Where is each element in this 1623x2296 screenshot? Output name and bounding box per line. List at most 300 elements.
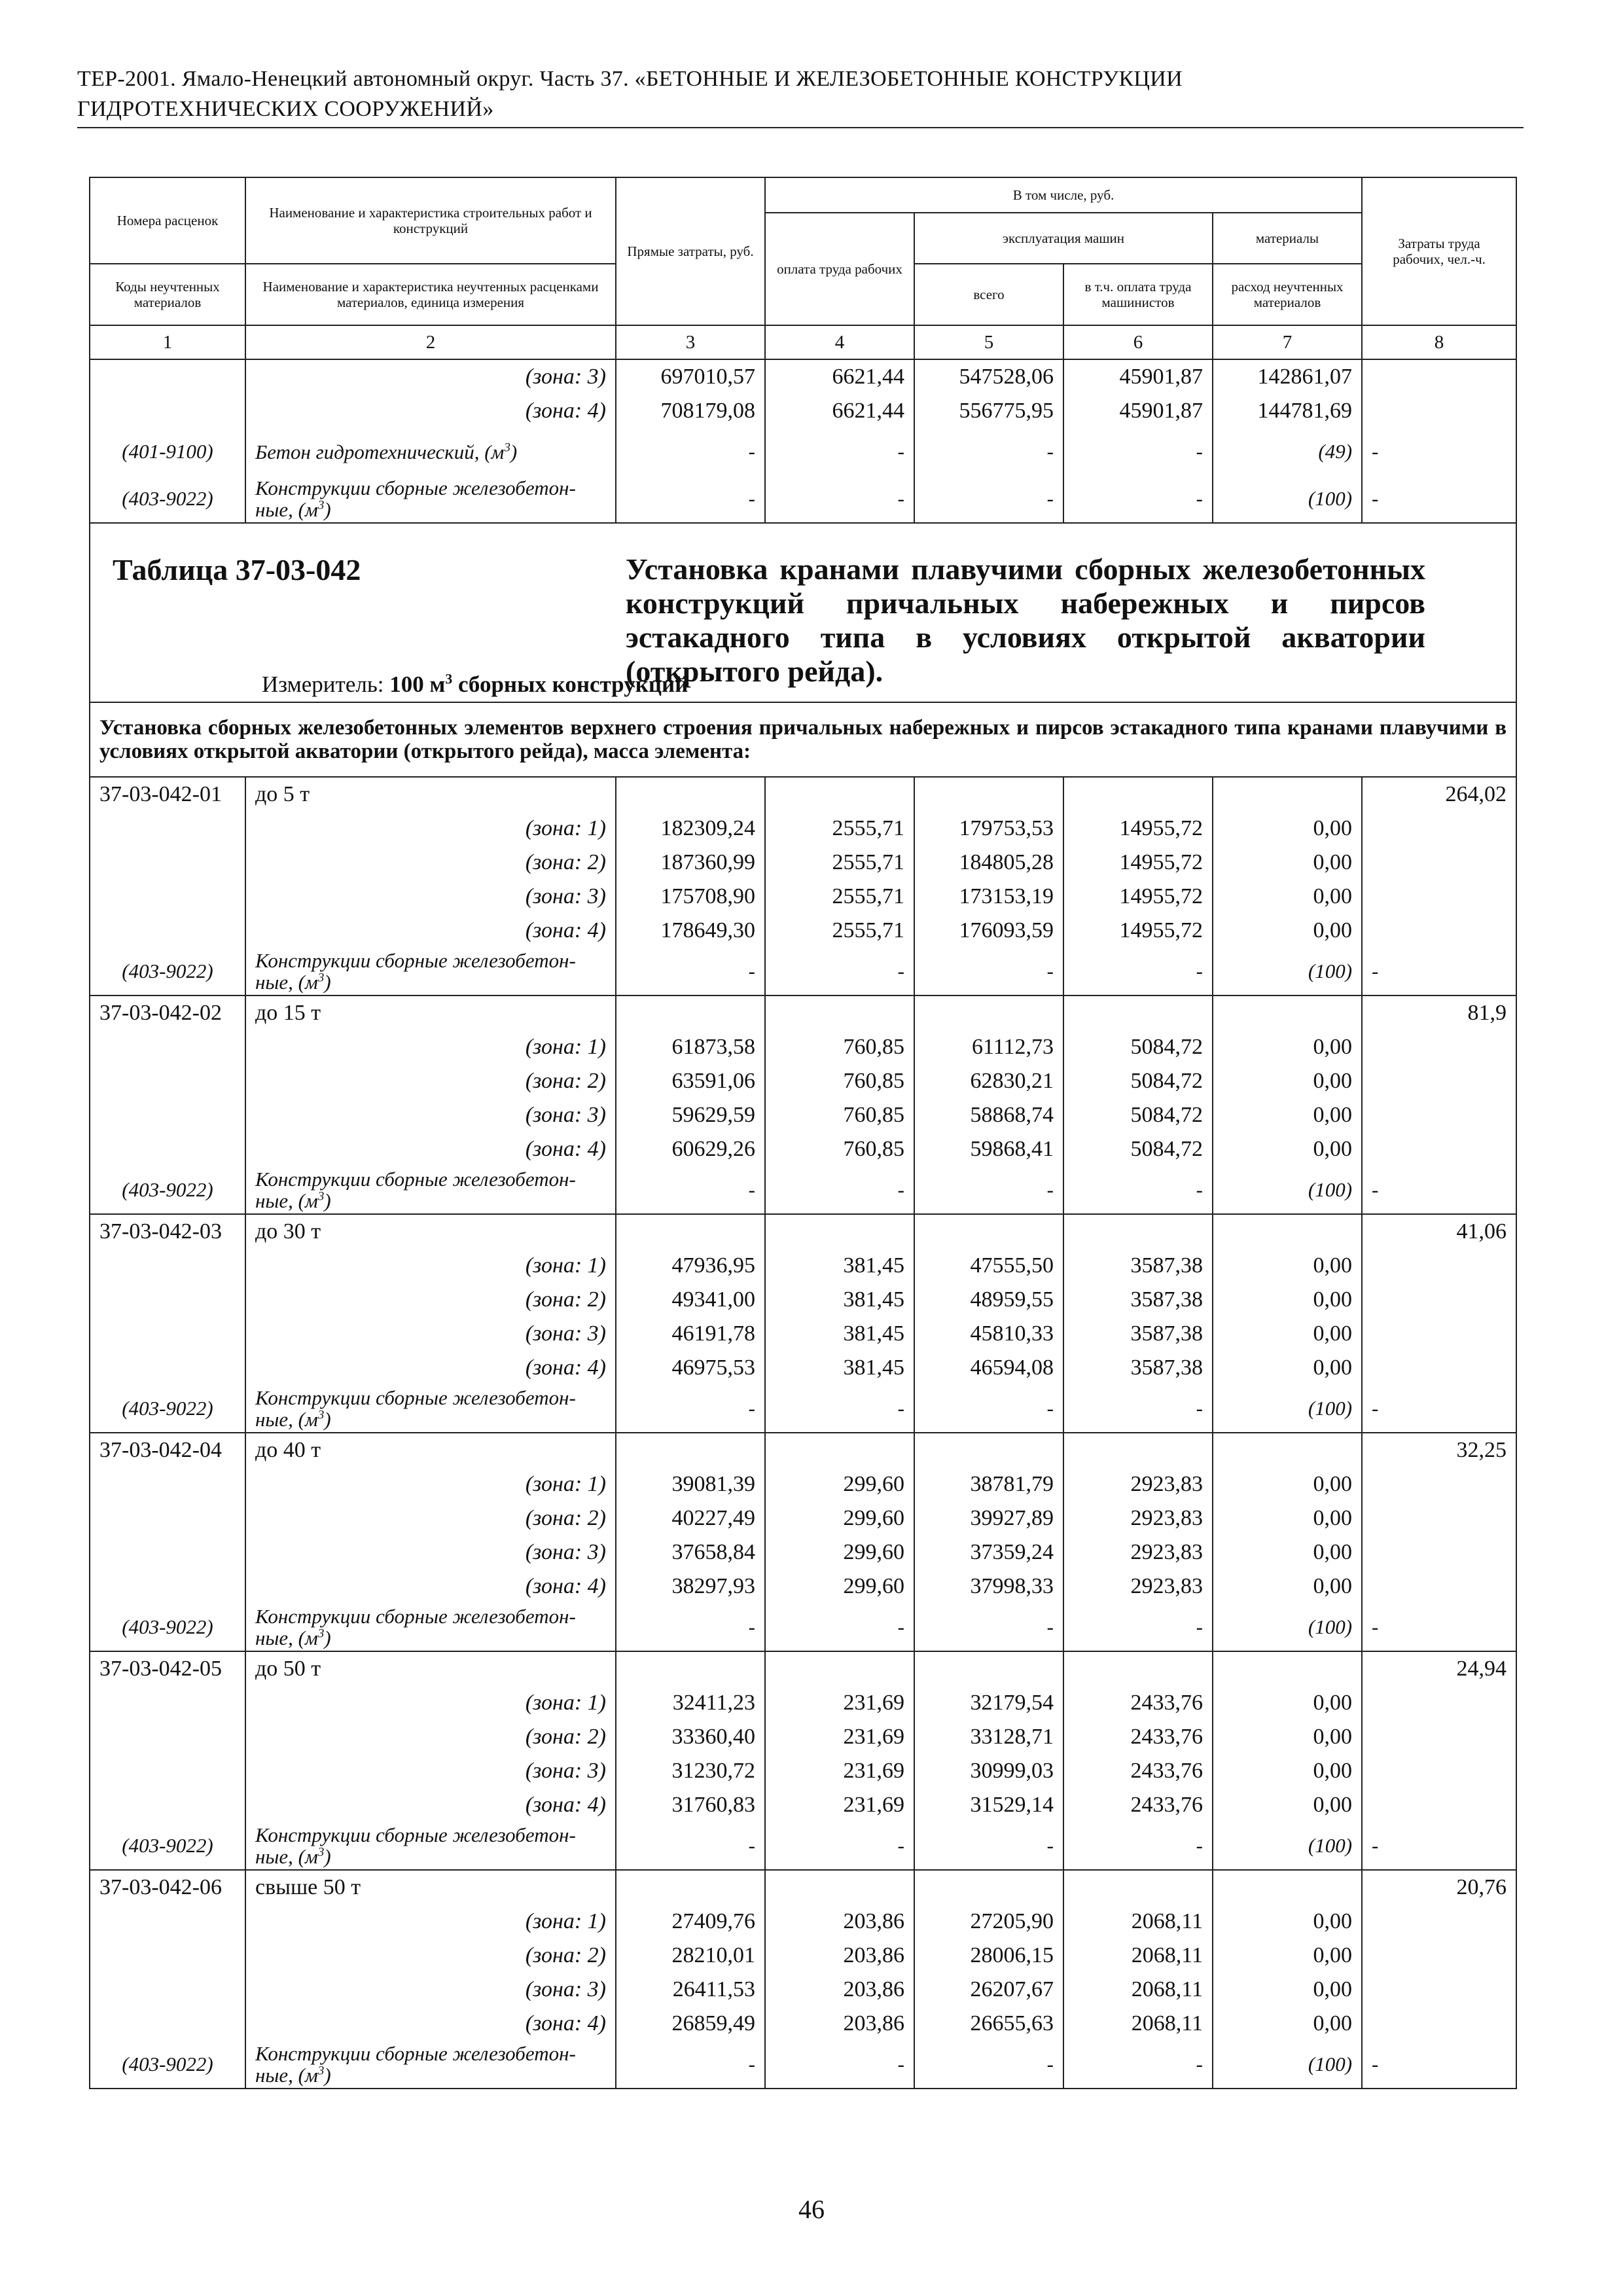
- machine-total-cell: -: [914, 1822, 1063, 1870]
- col-head-machinist-pay: в т.ч. оплата труда машинистов: [1063, 264, 1213, 325]
- material-code: (403-9022): [90, 1822, 245, 1870]
- machinist-pay-cell: 5084,72: [1063, 1132, 1213, 1166]
- material-consumption-cell: (100): [1213, 1385, 1362, 1433]
- direct-costs-cell: -: [616, 1822, 765, 1870]
- labor-pay-cell: -: [765, 1166, 914, 1214]
- rate-header-row: [90, 1870, 1516, 1905]
- material-code: (403-9022): [90, 1166, 245, 1214]
- col-head-name: Наименование и характеристика строительных работ и конструкций: [245, 177, 616, 264]
- machine-total-cell: -: [914, 2041, 1063, 2089]
- labor-pay-cell: 760,85: [765, 1132, 914, 1166]
- machine-total-cell: 27205,90: [914, 1905, 1063, 1939]
- zone-label: (зона: 1): [245, 1249, 616, 1283]
- direct-costs-cell: 27409,76: [616, 1905, 765, 1939]
- materials-cell: 0,00: [1213, 1132, 1362, 1166]
- rate-name: до 50 т: [245, 1651, 616, 1686]
- col-number: 7: [1213, 325, 1362, 359]
- labor-pay-cell: -: [765, 2041, 914, 2089]
- direct-costs-cell: 47936,95: [616, 1249, 765, 1283]
- labor-pay-cell: -: [765, 1385, 914, 1433]
- material-consumption-cell: (100): [1213, 2041, 1362, 2089]
- materials-cell: 0,00: [1213, 1501, 1362, 1535]
- material-consumption-cell: (100): [1213, 475, 1362, 523]
- direct-costs-cell: -: [616, 475, 765, 523]
- labor-pay-cell: 381,45: [765, 1317, 914, 1351]
- machinist-pay-cell: 3587,38: [1063, 1351, 1213, 1385]
- materials-cell: 0,00: [1213, 846, 1362, 880]
- materials-cell: 0,00: [1213, 1098, 1362, 1132]
- material-code: (403-9022): [90, 1385, 245, 1433]
- table-row: [90, 1788, 1516, 1822]
- zone-label: (зона: 4): [245, 1132, 616, 1166]
- material-code: (401-9100): [90, 428, 245, 475]
- col-head-unaccounted-name: Наименование и характеристика неучтенных расценками материалов, единица измерения: [245, 264, 616, 325]
- material-row: [90, 2041, 1516, 2089]
- machinist-pay-cell: 3587,38: [1063, 1317, 1213, 1351]
- material-name: Конструкции сборные железобетон- ные, $(м^3)$: [245, 475, 616, 523]
- material-name: Конструкции сборные железобетон- ные, $(м^3)$: [245, 1166, 616, 1214]
- machine-total-cell: 176093,59: [914, 914, 1063, 948]
- rate-name: до 40 т: [245, 1433, 616, 1467]
- machinist-pay-cell: 14955,72: [1063, 914, 1213, 948]
- zone-label: (зона: 4): [245, 394, 616, 428]
- table-row: [90, 846, 1516, 880]
- machinist-pay-cell: 5084,72: [1063, 1098, 1213, 1132]
- materials-cell: 0,00: [1213, 1686, 1362, 1720]
- machinist-pay-cell: 2068,11: [1063, 1939, 1213, 1973]
- direct-costs-cell: 49341,00: [616, 1283, 765, 1317]
- labor-costs-cell: -: [1362, 948, 1516, 996]
- machine-total-cell: 58868,74: [914, 1098, 1063, 1132]
- materials-cell: 0,00: [1213, 1283, 1362, 1317]
- table-caption: Установка кранами плавучими сборных железобетонных конструкций причальных набережных и пирсов эстакадного типа в условиях открытой акватории (открытого рейда).: [626, 552, 1425, 688]
- col-head-codes: Номера расценок: [90, 177, 245, 264]
- zone-label: (зона: 3): [245, 1535, 616, 1570]
- machinist-pay-cell: 2433,76: [1063, 1754, 1213, 1788]
- materials-cell: 0,00: [1213, 1720, 1362, 1754]
- zone-label: (зона: 3): [245, 359, 616, 394]
- direct-costs-cell: 46975,53: [616, 1351, 765, 1385]
- machinist-pay-cell: 2923,83: [1063, 1467, 1213, 1501]
- machine-total-cell: 26655,63: [914, 2007, 1063, 2041]
- zone-label: (зона: 2): [245, 846, 616, 880]
- column-numbers-row: [90, 325, 1516, 359]
- materials-cell: 0,00: [1213, 1570, 1362, 1604]
- materials-cell: 0,00: [1213, 1351, 1362, 1385]
- direct-costs-cell: 33360,40: [616, 1720, 765, 1754]
- direct-costs-cell: 32411,23: [616, 1686, 765, 1720]
- machinist-pay-cell: 3587,38: [1063, 1249, 1213, 1283]
- materials-cell: 0,00: [1213, 1064, 1362, 1098]
- zone-label: (зона: 1): [245, 1905, 616, 1939]
- rate-header-row: [90, 1651, 1516, 1686]
- col-head-unaccounted-consumption: расход неучтенных материалов: [1213, 264, 1362, 325]
- labor-pay-cell: -: [765, 1604, 914, 1651]
- machinist-pay-cell: 14955,72: [1063, 846, 1213, 880]
- rates-table: [89, 177, 1517, 2089]
- col-head-materials: материалы: [1213, 213, 1362, 264]
- direct-costs-cell: 39081,39: [616, 1467, 765, 1501]
- material-consumption-cell: (100): [1213, 1166, 1362, 1214]
- table-row: [90, 1249, 1516, 1283]
- zone-label: (зона: 3): [245, 1973, 616, 2007]
- rate-code: 37-03-042-06: [90, 1870, 245, 1905]
- labor-pay-cell: 299,60: [765, 1570, 914, 1604]
- running-header-line-2: ГИДРОТЕХНИЧЕСКИХ СООРУЖЕНИЙ»: [77, 97, 494, 121]
- rate-code: 37-03-042-03: [90, 1214, 245, 1249]
- labor-pay-cell: 203,86: [765, 1939, 914, 1973]
- labor-costs-cell: 24,94: [1362, 1651, 1516, 1686]
- machine-total-cell: 47555,50: [914, 1249, 1063, 1283]
- rate-code: 37-03-042-05: [90, 1651, 245, 1686]
- direct-costs-cell: 178649,30: [616, 914, 765, 948]
- col-head-direct-costs: Прямые затраты, руб.: [616, 177, 765, 325]
- material-consumption-cell: (49): [1213, 428, 1362, 475]
- table-row: [90, 1030, 1516, 1064]
- material-row: [90, 1822, 1516, 1870]
- machine-total-cell: 173153,19: [914, 880, 1063, 914]
- col-head-labor-pay: оплата труда рабочих: [765, 213, 914, 325]
- table-row: [90, 1905, 1516, 1939]
- labor-costs-cell: -: [1362, 475, 1516, 523]
- labor-pay-cell: 760,85: [765, 1064, 914, 1098]
- material-name: Конструкции сборные железобетон- ные, $(м^3)$: [245, 1604, 616, 1651]
- labor-costs-cell: -: [1362, 1385, 1516, 1433]
- zone-label: (зона: 4): [245, 2007, 616, 2041]
- machinist-pay-cell: 2433,76: [1063, 1686, 1213, 1720]
- direct-costs-cell: -: [616, 2041, 765, 2089]
- material-code: (403-9022): [90, 1604, 245, 1651]
- materials-cell: 0,00: [1213, 2007, 1362, 2041]
- table-row: [90, 812, 1516, 846]
- labor-pay-cell: 231,69: [765, 1720, 914, 1754]
- rate-code: 37-03-042-01: [90, 777, 245, 812]
- table-row: [90, 1570, 1516, 1604]
- table-row: [90, 1754, 1516, 1788]
- rate-name: до 30 т: [245, 1214, 616, 1249]
- machine-total-cell: 62830,21: [914, 1064, 1063, 1098]
- labor-costs-cell: 32,25: [1362, 1433, 1516, 1467]
- materials-cell: 0,00: [1213, 812, 1362, 846]
- zone-label: (зона: 3): [245, 1754, 616, 1788]
- direct-costs-cell: -: [616, 1166, 765, 1214]
- material-name: Конструкции сборные железобетон- ные, $(м^3)$: [245, 1822, 616, 1870]
- col-number: 2: [245, 325, 616, 359]
- direct-costs-cell: 63591,06: [616, 1064, 765, 1098]
- material-row: [90, 1166, 1516, 1214]
- direct-costs-cell: 59629,59: [616, 1098, 765, 1132]
- labor-pay-cell: -: [765, 1822, 914, 1870]
- table-row: [90, 1098, 1516, 1132]
- machinist-pay-cell: -: [1063, 475, 1213, 523]
- machine-total-cell: 38781,79: [914, 1467, 1063, 1501]
- materials-cell: 0,00: [1213, 1030, 1362, 1064]
- table-row: [90, 914, 1516, 948]
- machine-total-cell: 556775,95: [914, 394, 1063, 428]
- machine-total-cell: -: [914, 948, 1063, 996]
- zone-label: (зона: 2): [245, 1720, 616, 1754]
- machinist-pay-cell: 2068,11: [1063, 1905, 1213, 1939]
- labor-pay-cell: 6621,44: [765, 394, 914, 428]
- col-head-including: В том числе, руб.: [765, 177, 1362, 213]
- col-number: 8: [1362, 325, 1516, 359]
- material-consumption-cell: (100): [1213, 948, 1362, 996]
- zone-label: (зона: 4): [245, 914, 616, 948]
- labor-costs-cell: -: [1362, 1166, 1516, 1214]
- labor-pay-cell: -: [765, 948, 914, 996]
- direct-costs-cell: -: [616, 1604, 765, 1651]
- material-row: [90, 428, 1516, 475]
- labor-pay-cell: 2555,71: [765, 914, 914, 948]
- col-number: 1: [90, 325, 245, 359]
- material-row: [90, 1385, 1516, 1433]
- machine-total-cell: 32179,54: [914, 1686, 1063, 1720]
- materials-cell: 144781,69: [1213, 394, 1362, 428]
- material-name: Бетон гидротехнический, $(м^3)$: [245, 428, 616, 475]
- labor-pay-cell: 381,45: [765, 1283, 914, 1317]
- direct-costs-cell: 187360,99: [616, 846, 765, 880]
- machine-total-cell: -: [914, 1604, 1063, 1651]
- labor-pay-cell: -: [765, 475, 914, 523]
- zone-label: (зона: 3): [245, 880, 616, 914]
- machinist-pay-cell: 5084,72: [1063, 1064, 1213, 1098]
- table-row: [90, 1317, 1516, 1351]
- page-number: 46: [798, 2195, 825, 2224]
- material-row: [90, 1604, 1516, 1651]
- direct-costs-cell: 26859,49: [616, 2007, 765, 2041]
- running-header-line-1: ТЕР-2001. Ямало-Ненецкий автономный округ. Часть 37. «БЕТОННЫЕ И ЖЕЛЕЗОБЕТОННЫЕ КОНСТРУКЦИИ: [77, 67, 1183, 91]
- machinist-pay-cell: -: [1063, 428, 1213, 475]
- labor-pay-cell: 231,69: [765, 1686, 914, 1720]
- machinist-pay-cell: 2433,76: [1063, 1720, 1213, 1754]
- machine-total-cell: 37359,24: [914, 1535, 1063, 1570]
- direct-costs-cell: 31760,83: [616, 1788, 765, 1822]
- section-title: Установка сборных железобетонных элементов верхнего строения причальных набережных и пирсов эстакадного типа кранами плавучими в условиях открытой акватории (открытого рейда), масса элемента:: [90, 702, 1516, 777]
- machine-total-cell: 59868,41: [914, 1132, 1063, 1166]
- material-code: (403-9022): [90, 948, 245, 996]
- machinist-pay-cell: -: [1063, 1822, 1213, 1870]
- direct-costs-cell: 708179,08: [616, 394, 765, 428]
- labor-pay-cell: 381,45: [765, 1249, 914, 1283]
- machinist-pay-cell: -: [1063, 1604, 1213, 1651]
- zone-label: (зона: 1): [245, 812, 616, 846]
- labor-costs-cell: -: [1362, 1822, 1516, 1870]
- direct-costs-cell: 38297,93: [616, 1570, 765, 1604]
- labor-pay-cell: 203,86: [765, 2007, 914, 2041]
- materials-cell: 0,00: [1213, 1973, 1362, 2007]
- rate-name: до 15 т: [245, 996, 616, 1030]
- direct-costs-cell: 182309,24: [616, 812, 765, 846]
- direct-costs-cell: 61873,58: [616, 1030, 765, 1064]
- labor-costs-cell: 81,9: [1362, 996, 1516, 1030]
- machinist-pay-cell: 2068,11: [1063, 1973, 1213, 2007]
- zone-label: (зона: 2): [245, 1283, 616, 1317]
- labor-pay-cell: 299,60: [765, 1467, 914, 1501]
- rate-header-row: [90, 1433, 1516, 1467]
- labor-pay-cell: 299,60: [765, 1535, 914, 1570]
- machine-total-cell: 31529,14: [914, 1788, 1063, 1822]
- material-row: [90, 948, 1516, 996]
- labor-costs-cell: -: [1362, 428, 1516, 475]
- materials-cell: 0,00: [1213, 1317, 1362, 1351]
- table-row: [90, 359, 1516, 394]
- rate-header-row: [90, 996, 1516, 1030]
- col-number: 6: [1063, 325, 1213, 359]
- labor-costs-cell: 20,76: [1362, 1870, 1516, 1905]
- labor-pay-cell: 231,69: [765, 1754, 914, 1788]
- materials-cell: 0,00: [1213, 1467, 1362, 1501]
- table-row: [90, 1535, 1516, 1570]
- labor-costs-cell: 41,06: [1362, 1214, 1516, 1249]
- table-row: [90, 394, 1516, 428]
- machinist-pay-cell: 3587,38: [1063, 1283, 1213, 1317]
- table-row: [90, 1064, 1516, 1098]
- col-head-unaccounted-codes: Коды неучтенных материалов: [90, 264, 245, 325]
- machine-total-cell: 28006,15: [914, 1939, 1063, 1973]
- col-number: 3: [616, 325, 765, 359]
- machinist-pay-cell: -: [1063, 1166, 1213, 1214]
- labor-pay-cell: 2555,71: [765, 846, 914, 880]
- zone-label: (зона: 4): [245, 1351, 616, 1385]
- materials-cell: 0,00: [1213, 1754, 1362, 1788]
- rate-header-row: [90, 777, 1516, 812]
- zone-label: (зона: 2): [245, 1501, 616, 1535]
- machine-total-cell: -: [914, 1385, 1063, 1433]
- labor-pay-cell: 203,86: [765, 1905, 914, 1939]
- table-row: [90, 1283, 1516, 1317]
- direct-costs-cell: 175708,90: [616, 880, 765, 914]
- zone-label: (зона: 2): [245, 1939, 616, 1973]
- machinist-pay-cell: 45901,87: [1063, 359, 1213, 394]
- labor-pay-cell: 381,45: [765, 1351, 914, 1385]
- carryover-block: [90, 359, 1516, 523]
- labor-pay-cell: -: [765, 428, 914, 475]
- material-name: Конструкции сборные железобетон- ные, $(м^3)$: [245, 2041, 616, 2089]
- direct-costs-cell: 60629,26: [616, 1132, 765, 1166]
- material-consumption-cell: (100): [1213, 1604, 1362, 1651]
- col-number: 4: [765, 325, 914, 359]
- materials-cell: 0,00: [1213, 914, 1362, 948]
- machinist-pay-cell: 14955,72: [1063, 880, 1213, 914]
- machine-total-cell: -: [914, 1166, 1063, 1214]
- zone-label: (зона: 2): [245, 1064, 616, 1098]
- materials-cell: 0,00: [1213, 1249, 1362, 1283]
- direct-costs-cell: 46191,78: [616, 1317, 765, 1351]
- rate-name: свыше 50 т: [245, 1870, 616, 1905]
- machinist-pay-cell: 2433,76: [1063, 1788, 1213, 1822]
- machine-total-cell: -: [914, 428, 1063, 475]
- labor-costs-cell: -: [1362, 2041, 1516, 2089]
- zone-label: (зона: 1): [245, 1030, 616, 1064]
- labor-pay-cell: 760,85: [765, 1098, 914, 1132]
- table-row: [90, 1132, 1516, 1166]
- machinist-pay-cell: -: [1063, 1385, 1213, 1433]
- machinist-pay-cell: 45901,87: [1063, 394, 1213, 428]
- materials-cell: 0,00: [1213, 880, 1362, 914]
- machine-total-cell: 33128,71: [914, 1720, 1063, 1754]
- table-head: [90, 177, 1516, 359]
- machine-total-cell: 37998,33: [914, 1570, 1063, 1604]
- direct-costs-cell: 697010,57: [616, 359, 765, 394]
- direct-costs-cell: 40227,49: [616, 1501, 765, 1535]
- materials-cell: 0,00: [1213, 1788, 1362, 1822]
- machinist-pay-cell: 2923,83: [1063, 1570, 1213, 1604]
- rate-name: до 5 т: [245, 777, 616, 812]
- material-code: (403-9022): [90, 475, 245, 523]
- machinist-pay-cell: 2923,83: [1063, 1535, 1213, 1570]
- machinist-pay-cell: 5084,72: [1063, 1030, 1213, 1064]
- col-head-machine-total: всего: [914, 264, 1063, 325]
- direct-costs-cell: 31230,72: [616, 1754, 765, 1788]
- labor-costs-cell: -: [1362, 1604, 1516, 1651]
- labor-costs-cell: 264,02: [1362, 777, 1516, 812]
- table-row: [90, 1973, 1516, 2007]
- machinist-pay-cell: -: [1063, 948, 1213, 996]
- material-name: Конструкции сборные железобетон- ные, $(м^3)$: [245, 1385, 616, 1433]
- labor-pay-cell: 2555,71: [765, 880, 914, 914]
- header-rule: [77, 127, 1524, 128]
- machine-total-cell: 179753,53: [914, 812, 1063, 846]
- table-row: [90, 880, 1516, 914]
- direct-costs-cell: -: [616, 428, 765, 475]
- zone-label: (зона: 1): [245, 1686, 616, 1720]
- material-consumption-cell: (100): [1213, 1822, 1362, 1870]
- rate-header-row: [90, 1214, 1516, 1249]
- machine-total-cell: 45810,33: [914, 1317, 1063, 1351]
- labor-pay-cell: 299,60: [765, 1501, 914, 1535]
- machine-total-cell: 30999,03: [914, 1754, 1063, 1788]
- materials-cell: 0,00: [1213, 1905, 1362, 1939]
- machinist-pay-cell: 14955,72: [1063, 812, 1213, 846]
- table-number: Таблица 37-03-042: [113, 553, 361, 586]
- rates-body: [90, 777, 1516, 2089]
- machine-total-cell: 39927,89: [914, 1501, 1063, 1535]
- rate-code: 37-03-042-02: [90, 996, 245, 1030]
- machine-total-cell: 184805,28: [914, 846, 1063, 880]
- machinist-pay-cell: 2923,83: [1063, 1501, 1213, 1535]
- materials-cell: 0,00: [1213, 1939, 1362, 1973]
- table-row: [90, 1720, 1516, 1754]
- materials-cell: 142861,07: [1213, 359, 1362, 394]
- machine-total-cell: 46594,08: [914, 1351, 1063, 1385]
- machine-total-cell: 26207,67: [914, 1973, 1063, 2007]
- direct-costs-cell: -: [616, 1385, 765, 1433]
- labor-pay-cell: 6621,44: [765, 359, 914, 394]
- machine-total-cell: 61112,73: [914, 1030, 1063, 1064]
- machinist-pay-cell: 2068,11: [1063, 2007, 1213, 2041]
- rate-code: 37-03-042-04: [90, 1433, 245, 1467]
- direct-costs-cell: 26411,53: [616, 1973, 765, 2007]
- zone-label: (зона: 1): [245, 1467, 616, 1501]
- table-row: [90, 1686, 1516, 1720]
- material-name: Конструкции сборные железобетон- ные, $(м^3)$: [245, 948, 616, 996]
- table-row: [90, 1351, 1516, 1385]
- running-header: [77, 64, 1517, 124]
- table-row: [90, 1939, 1516, 1973]
- table-row: [90, 1467, 1516, 1501]
- labor-pay-cell: 231,69: [765, 1788, 914, 1822]
- labor-pay-cell: 760,85: [765, 1030, 914, 1064]
- table-row: [90, 1501, 1516, 1535]
- machine-total-cell: -: [914, 475, 1063, 523]
- material-code: (403-9022): [90, 2041, 245, 2089]
- material-row: [90, 475, 1516, 523]
- direct-costs-cell: -: [616, 948, 765, 996]
- table-title-block: [90, 523, 1516, 777]
- labor-pay-cell: 2555,71: [765, 812, 914, 846]
- col-head-labor-costs: Затраты труда рабочих, чел.-ч.: [1362, 177, 1516, 325]
- zone-label: (зона: 4): [245, 1788, 616, 1822]
